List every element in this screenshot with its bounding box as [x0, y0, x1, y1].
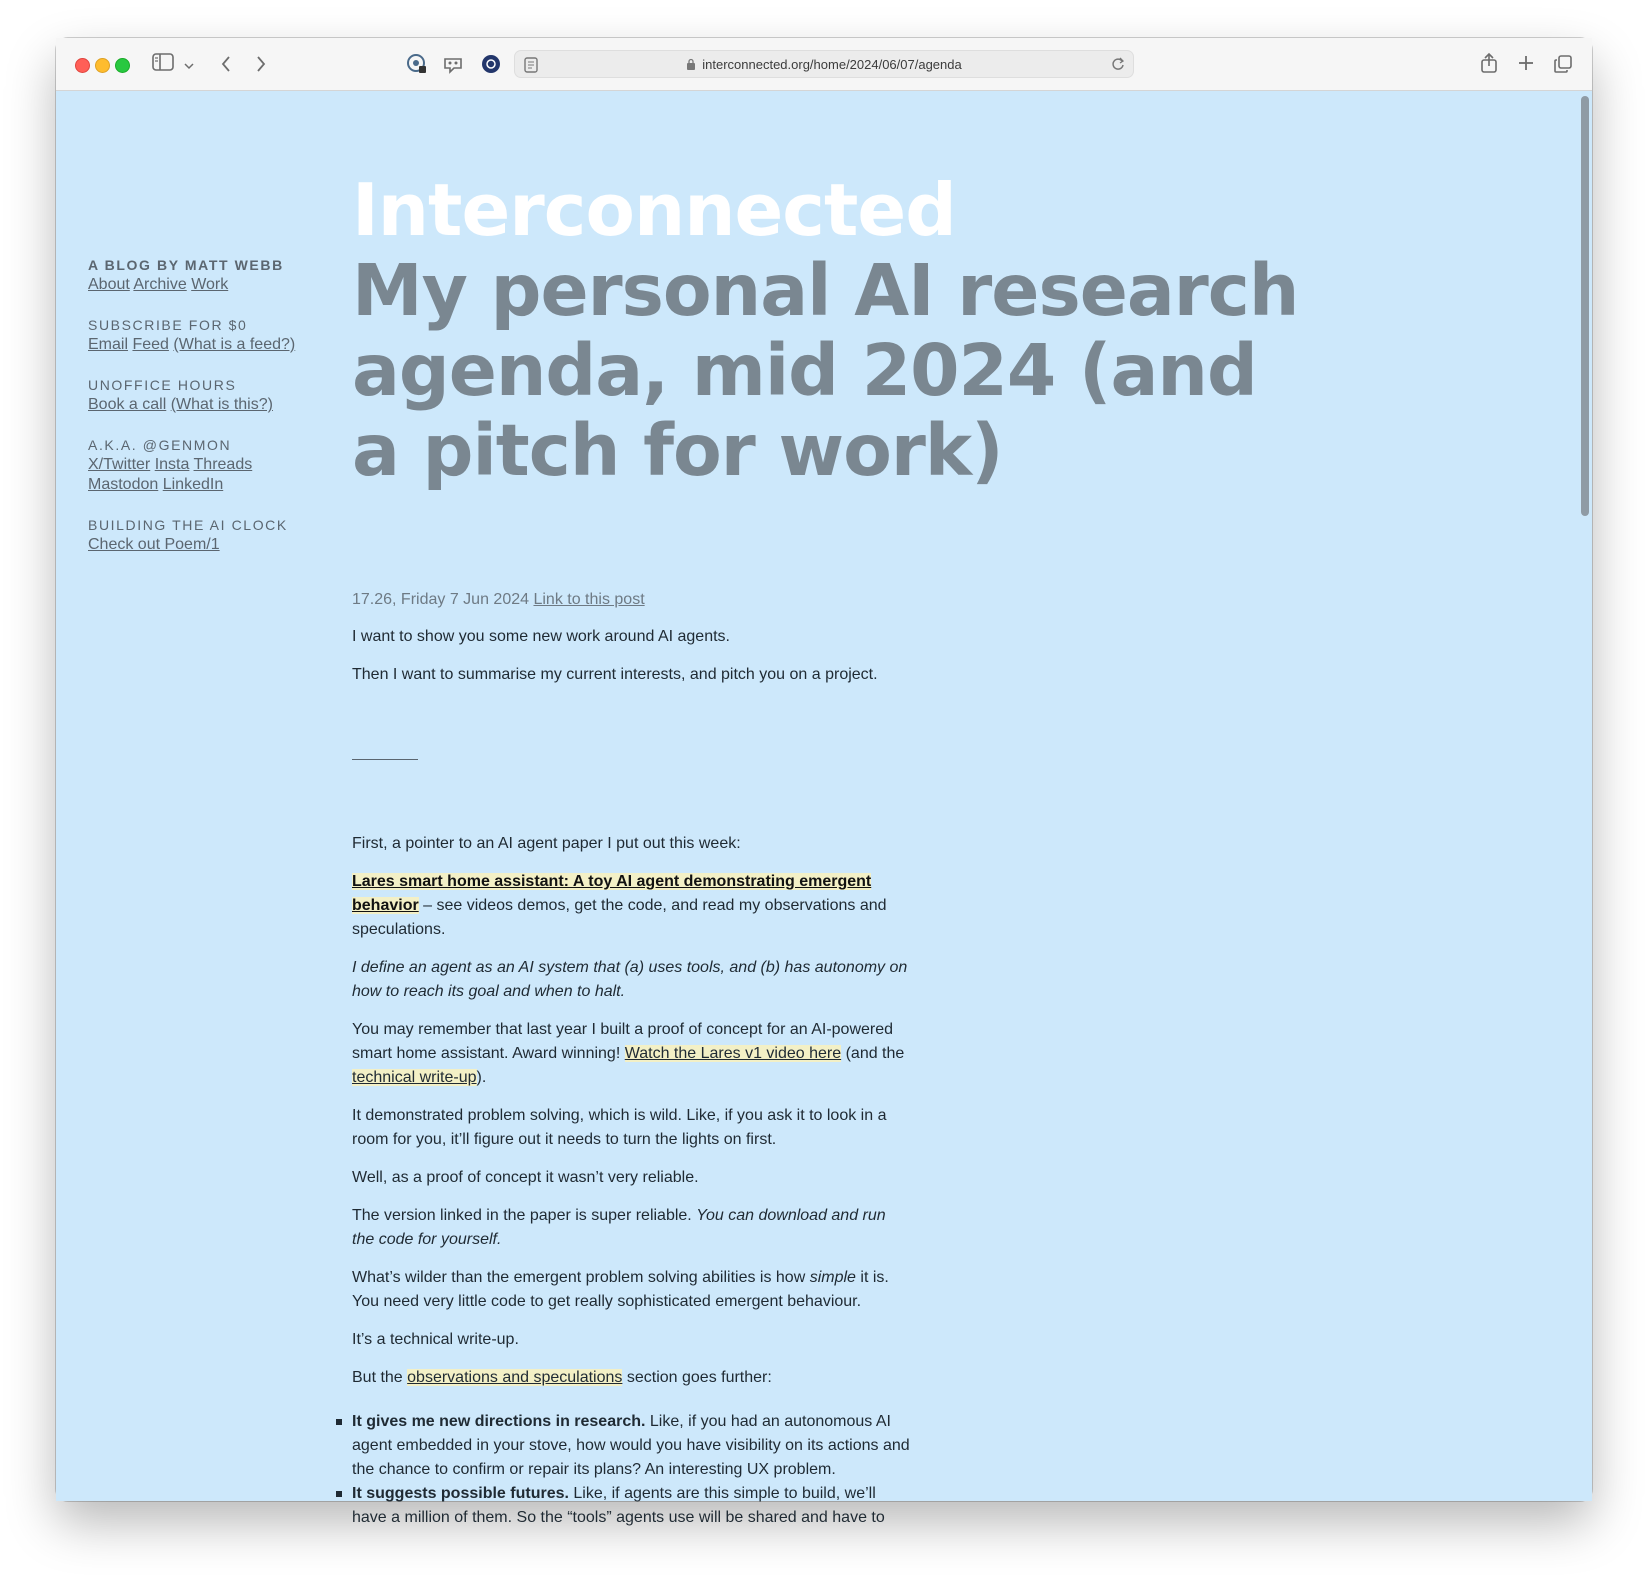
paragraph: Then I want to summarise my current interests, and pitch you on a project. [352, 666, 878, 683]
sidebar-toggle-icon[interactable] [152, 53, 174, 74]
paragraph [352, 1018, 912, 1090]
instagram-link[interactable]: Insta [154, 456, 190, 473]
italic-text: You can download and run the code for yourself. [352, 1207, 886, 1248]
archive-link[interactable]: Archive [133, 276, 187, 293]
sidebar-heading: A BLOG BY MATT WEBB [88, 257, 284, 273]
paragraph [352, 870, 912, 942]
post-title: My personal AI research agenda, mid 2024 (and a pitch for work) [352, 249, 1299, 492]
bullet-list [352, 1410, 912, 1530]
text-span: But the [352, 1369, 408, 1386]
page-content [56, 91, 1578, 1526]
new-tab-icon[interactable] [1517, 54, 1535, 75]
mastodon-link[interactable]: Mastodon [88, 476, 159, 493]
feed-link[interactable]: Feed [132, 336, 169, 353]
reload-icon[interactable] [1111, 57, 1125, 74]
list-item [352, 1482, 912, 1530]
text-span: (and the [841, 1045, 905, 1062]
url-display [515, 57, 1133, 73]
what-is-this-link[interactable]: (What is this?) [170, 396, 273, 413]
text-span: Like, if you had an autonomous AI agent embedded in your stove, how would you have visibility on its actions and the chance to confirm or repair its plans? An interesting UX problem. [352, 1413, 910, 1478]
paragraph: I want to show you some new work around AI agents. [352, 628, 730, 645]
text-span: Like, if agents are this simple to build, we’ll have a million of them. So the “tools” agents use will be shared and have to [352, 1485, 885, 1526]
sidebar-section-social [88, 435, 328, 495]
technical-writeup-link[interactable]: technical write-up [352, 1069, 477, 1086]
lares-paper-link[interactable]: Lares smart home assistant: A toy AI agent demonstrating emergent behavior [352, 873, 872, 914]
paragraph: Well, as a proof of concept it wasn’t very reliable. [352, 1169, 699, 1186]
zoom-window-button[interactable] [115, 58, 130, 73]
text-span: The version linked in the paper is super reliable. [352, 1207, 697, 1224]
badge-extension-icon[interactable] [480, 53, 502, 78]
paragraph [352, 1266, 912, 1314]
what-is-feed-link[interactable]: (What is a feed?) [173, 336, 296, 353]
lares-video-link[interactable]: Watch the Lares v1 video here [624, 1045, 842, 1062]
sidebar-section-about [88, 255, 328, 295]
paragraph: It’s a technical write-up. [352, 1331, 519, 1348]
text-span: it is. You need very little code to get really sophisticated emergent behaviour. [352, 1269, 889, 1310]
section-divider [352, 759, 418, 760]
blog-sidebar [88, 255, 328, 575]
book-call-link[interactable]: Book a call [88, 396, 167, 413]
email-link[interactable]: Email [88, 336, 129, 353]
address-bar[interactable] [514, 50, 1134, 78]
post-meta [352, 589, 912, 611]
sidebar-heading: BUILDING THE AI CLOCK [88, 517, 288, 533]
article [352, 168, 1299, 1530]
scrollbar-thumb[interactable] [1581, 96, 1589, 516]
minimize-window-button[interactable] [95, 58, 110, 73]
definition-text: I define an agent as an AI system that (a) uses tools, and (b) has autonomy on how to reach its goal and when to halt. [352, 959, 908, 1000]
paragraph [352, 956, 912, 1004]
paragraph [352, 1204, 912, 1252]
italic-text: simple [809, 1269, 856, 1286]
twitter-link[interactable]: X/Twitter [88, 456, 151, 473]
extension-icon[interactable] [442, 53, 464, 78]
threads-link[interactable]: Threads [193, 456, 253, 473]
bold-text: It suggests possible futures. [352, 1485, 569, 1502]
text-span: – see videos demos, get the code, and read my observations and speculations. [352, 897, 887, 938]
browser-window [56, 38, 1592, 1526]
sidebar-section-ai-clock [88, 515, 328, 555]
paragraph: It demonstrated problem solving, which is wild. Like, if you ask it to look in a room for you, it’ll figure out it needs to turn the lights on first. [352, 1107, 887, 1148]
text-span: ). [476, 1069, 487, 1086]
browser-toolbar [56, 38, 1592, 91]
poem-link[interactable]: Check out Poem/1 [88, 536, 220, 553]
article-body [352, 625, 912, 1530]
observations-link[interactable]: observations and speculations [407, 1369, 623, 1386]
sidebar-heading: SUBSCRIBE FOR $0 [88, 317, 248, 333]
lock-icon [686, 58, 696, 73]
share-icon[interactable] [1480, 52, 1498, 77]
close-window-button[interactable] [75, 58, 90, 73]
text-span: You may remember that last year I built a proof of concept for an AI-powered smart home assistant. Award winning! [352, 1021, 894, 1062]
work-link[interactable]: Work [191, 276, 229, 293]
sidebar-heading: UNOFFICE HOURS [88, 377, 237, 393]
paragraph [352, 1366, 912, 1390]
post-date: 17.26, Friday 7 Jun 2024 [352, 591, 530, 608]
about-link[interactable]: About [88, 276, 130, 293]
chevron-down-icon[interactable] [184, 57, 194, 73]
url-text: interconnected.org/home/2024/06/07/agenda [702, 57, 962, 72]
list-item [352, 1410, 912, 1482]
paragraph: First, a pointer to an AI agent paper I put out this week: [352, 835, 741, 852]
forward-icon[interactable] [255, 55, 267, 76]
sidebar-heading: A.K.A. @GENMON [88, 437, 232, 453]
bold-text: It gives me new directions in research. [352, 1413, 646, 1430]
permalink[interactable]: Link to this post [533, 591, 645, 608]
sidebar-section-subscribe [88, 315, 328, 355]
back-icon[interactable] [220, 55, 232, 76]
tab-overview-icon[interactable] [1553, 54, 1573, 77]
sidebar-section-unoffice-hours [88, 375, 328, 415]
site-title[interactable]: Interconnected [352, 168, 956, 252]
privacy-report-icon[interactable] [406, 53, 428, 78]
linkedin-link[interactable]: LinkedIn [162, 476, 224, 493]
text-span: What’s wilder than the emergent problem solving abilities is how [352, 1269, 810, 1286]
text-span: section goes further: [622, 1369, 772, 1386]
